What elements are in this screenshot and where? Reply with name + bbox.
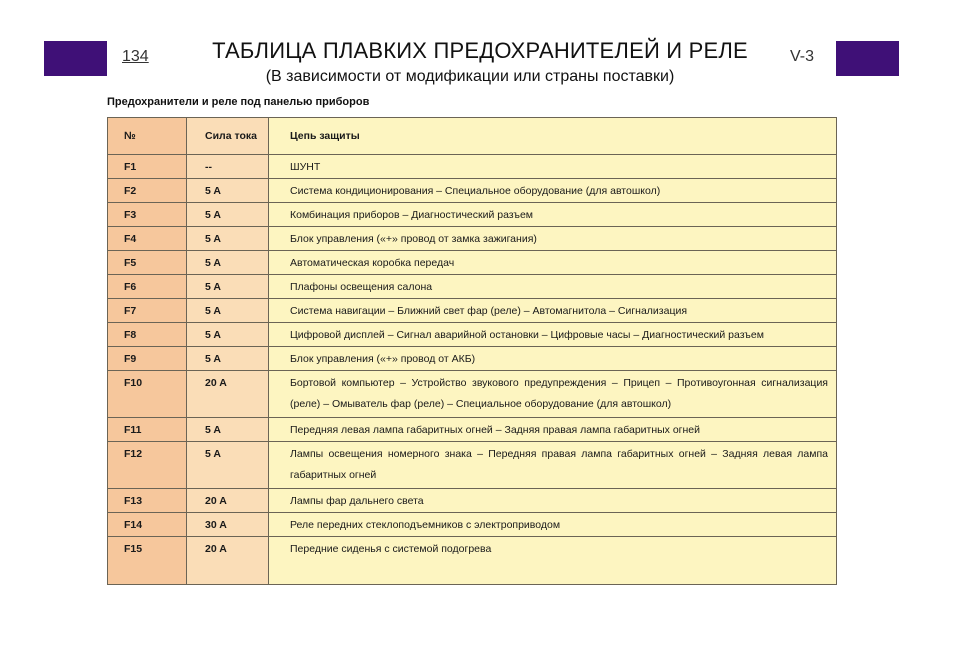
table-row [108, 489, 837, 513]
fuse-current: 5 A [187, 323, 269, 347]
table-row [108, 323, 837, 347]
fuse-circuit: Система навигации – Ближний свет фар (реле) – Автомагнитола – Сигнализация [269, 299, 837, 323]
fuse-circuit: Комбинация приборов – Диагностический разъем [269, 203, 837, 227]
fuse-current: 20 A [187, 537, 269, 585]
table-row [108, 299, 837, 323]
fuse-circuit: Лампы освещения номерного знака – Передняя правая лампа габаритных огней – Задняя левая лампа габаритных огней [269, 442, 837, 489]
fuse-circuit: Блок управления («+» провод от АКБ) [269, 347, 837, 371]
fuse-number: F6 [108, 275, 187, 299]
page-number[interactable]: 134 [122, 48, 149, 65]
fuse-current: 5 A [187, 275, 269, 299]
fuse-circuit: Бортовой компьютер – Устройство звукового предупреждения – Прицеп – Противоугонная сигнализация (реле) – Омыватель фар (реле) – Специальное оборудование (для автошкол) [269, 371, 837, 418]
column-header-current: Сила тока [187, 118, 269, 155]
fuse-number: F7 [108, 299, 187, 323]
table-row [108, 275, 837, 299]
fuse-number: F8 [108, 323, 187, 347]
table-row [108, 227, 837, 251]
fuse-current: 5 A [187, 347, 269, 371]
fuse-current: 30 A [187, 513, 269, 537]
fuse-circuit: Плафоны освещения салона [269, 275, 837, 299]
column-header-circuit: Цепь защиты [269, 118, 837, 155]
fuse-number: F12 [108, 442, 187, 489]
fuse-current: 5 A [187, 418, 269, 442]
fuse-current: 5 A [187, 227, 269, 251]
fuse-circuit: Цифровой дисплей – Сигнал аварийной остановки – Цифровые часы – Диагностический разъем [269, 323, 837, 347]
table-row [108, 418, 837, 442]
fuse-table [107, 117, 837, 585]
fuse-number: F15 [108, 537, 187, 585]
fuse-current: 20 A [187, 371, 269, 418]
fuse-circuit: Система кондиционирования – Специальное оборудование (для автошкол) [269, 179, 837, 203]
fuse-circuit: Реле передних стеклоподъемников с электроприводом [269, 513, 837, 537]
fuse-number: F4 [108, 227, 187, 251]
fuse-current: 20 A [187, 489, 269, 513]
table-row [108, 155, 837, 179]
fuse-current: 5 A [187, 299, 269, 323]
fuse-current: -- [187, 155, 269, 179]
fuse-current: 5 A [187, 442, 269, 489]
fuse-number: F14 [108, 513, 187, 537]
table-header-row [108, 118, 837, 155]
table-row [108, 513, 837, 537]
fuse-circuit: Передние сиденья с системой подогрева [269, 537, 837, 585]
fuse-current: 5 A [187, 179, 269, 203]
fuse-number: F13 [108, 489, 187, 513]
table-row [108, 251, 837, 275]
fuse-current: 5 A [187, 203, 269, 227]
section-label: V-3 [790, 48, 815, 65]
fuse-number: F2 [108, 179, 187, 203]
fuse-circuit: Автоматическая коробка передач [269, 251, 837, 275]
table-row [108, 442, 837, 489]
fuse-circuit: ШУНТ [269, 155, 837, 179]
fuse-number: F5 [108, 251, 187, 275]
table-caption: Предохранители и реле под панелью приборов [107, 96, 370, 108]
fuse-number: F3 [108, 203, 187, 227]
table-row [108, 371, 837, 418]
fuse-current: 5 A [187, 251, 269, 275]
table-row [108, 537, 837, 585]
fuse-number: F10 [108, 371, 187, 418]
table-row [108, 203, 837, 227]
page-title: ТАБЛИЦА ПЛАВКИХ ПРЕДОХРАНИТЕЛЕЙ И РЕЛЕ [212, 38, 748, 63]
table-row [108, 347, 837, 371]
fuse-number: F9 [108, 347, 187, 371]
fuse-number: F1 [108, 155, 187, 179]
fuse-circuit: Передняя левая лампа габаритных огней – Задняя правая лампа габаритных огней [269, 418, 837, 442]
page-subtitle: (В зависимости от модификации или страны поставки) [265, 68, 675, 85]
table-row [108, 179, 837, 203]
fuse-circuit: Лампы фар дальнего света [269, 489, 837, 513]
column-header-number: № [108, 118, 187, 155]
fuse-circuit: Блок управления («+» провод от замка зажигания) [269, 227, 837, 251]
fuse-number: F11 [108, 418, 187, 442]
